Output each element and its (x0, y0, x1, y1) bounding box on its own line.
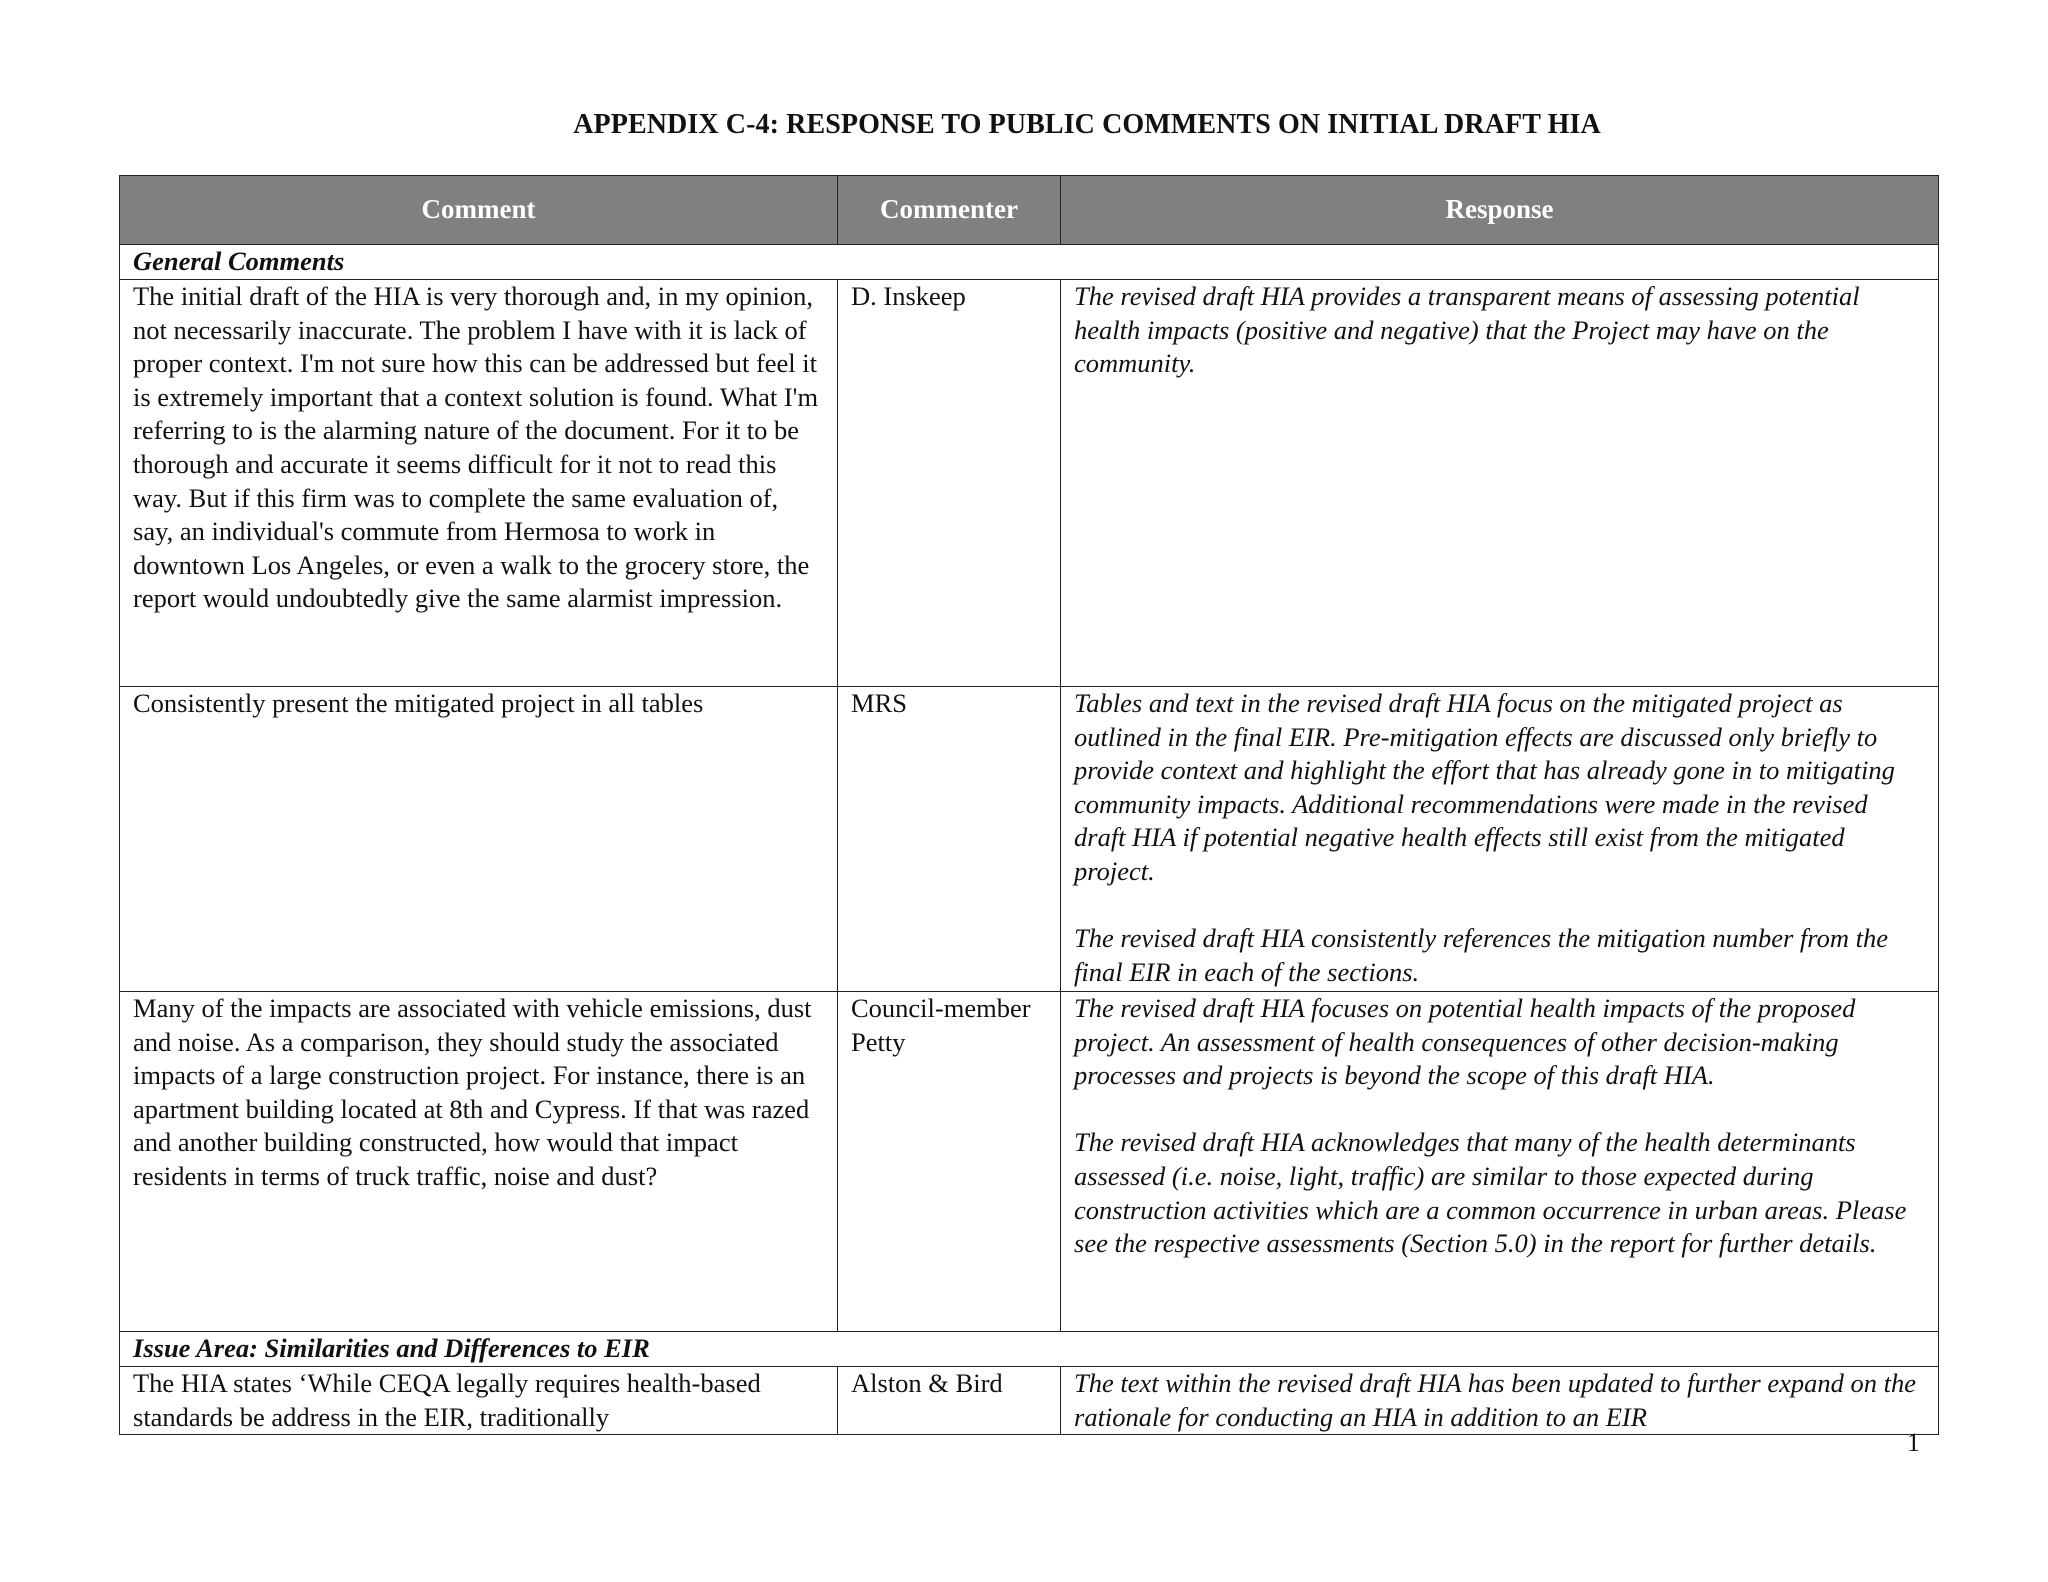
response-paragraph: The revised draft HIA consistently references the mitigation number from the final EIR in each of the sections. (1074, 923, 1888, 987)
comment-cell: The HIA states ‘While CEQA legally requires health-based standards be address in the EIR, traditionally (120, 1367, 838, 1435)
table-row (120, 992, 1939, 1332)
commenter-cell: Council-member Petty (838, 992, 1061, 1332)
comment-cell: The initial draft of the HIA is very thorough and, in my opinion, not necessarily inaccurate. The problem I have with it is lack of proper context. I'm not sure how this can be addressed but feel it is extremely important that a context solution is found. What I'm referring to is the alarming nature of the document. For it to be thorough and accurate it seems difficult for it not to read this way. But if this firm was to complete the same evaluation of, say, an individual's commute from Hermosa to work in downtown Los Angeles, or even a walk to the grocery store, the report would undoubtedly give the same alarmist impression. (120, 280, 838, 687)
page-number: 1 (1907, 1428, 1920, 1457)
response-cell (1061, 992, 1939, 1332)
section-heading-general: General Comments (120, 245, 1939, 280)
comment-cell: Many of the impacts are associated with vehicle emissions, dust and noise. As a comparison, they should study the associated impacts of a large construction project. For instance, there is an apartment building located at 8th and Cypress. If that was razed and another building constructed, how would that impact residents in terms of truck traffic, noise and dust? (120, 992, 838, 1332)
comments-table (119, 175, 1939, 1435)
section-heading-issue-area: Issue Area: Similarities and Differences to EIR (120, 1332, 1939, 1367)
document-title: APPENDIX C-4: RESPONSE TO PUBLIC COMMENTS ON INITIAL DRAFT HIA (573, 109, 1601, 140)
header-response: Response (1061, 176, 1939, 245)
table-header-row (120, 176, 1939, 245)
comment-cell: Consistently present the mitigated project in all tables (120, 687, 838, 992)
response-cell (1061, 280, 1939, 687)
section-row (120, 1332, 1939, 1367)
commenter-cell: Alston & Bird (838, 1367, 1061, 1435)
response-paragraph: The revised draft HIA acknowledges that many of the health determinants assessed (i.e. noise, light, traffic) are similar to those expected during construction activities which are a common occurrence in urban areas. Please see the respective assessments (Section 5.0) in the report for further details. (1074, 1127, 1907, 1259)
table-row (120, 687, 1939, 992)
response-paragraph: Tables and text in the revised draft HIA focus on the mitigated project as outlined in the final EIR. Pre-mitigation effects are discussed only briefly to provide context and highlight the effort that has already gone in to mitigating community impacts. Additional recommendations were made in the revised draft HIA if potential negative health effects still exist from the mitigated project. (1074, 688, 1895, 886)
commenter-cell: D. Inskeep (838, 280, 1061, 687)
table-row (120, 280, 1939, 687)
response-cell (1061, 1367, 1939, 1435)
response-paragraph: The revised draft HIA focuses on potential health impacts of the proposed project. An assessment of health consequences of other decision-making processes and projects is beyond the scope of this draft HIA. (1074, 993, 1856, 1091)
section-row (120, 245, 1939, 280)
response-cell (1061, 687, 1939, 992)
header-comment: Comment (120, 176, 838, 245)
response-paragraph: The text within the revised draft HIA has been updated to further expand on the rationale for conducting an HIA in addition to an EIR (1074, 1368, 1916, 1432)
header-commenter: Commenter (838, 176, 1061, 245)
commenter-cell: MRS (838, 687, 1061, 992)
table-row (120, 1367, 1939, 1435)
response-paragraph: The revised draft HIA provides a transparent means of assessing potential health impacts (positive and negative) that the Project may have on the community. (1074, 281, 1860, 379)
